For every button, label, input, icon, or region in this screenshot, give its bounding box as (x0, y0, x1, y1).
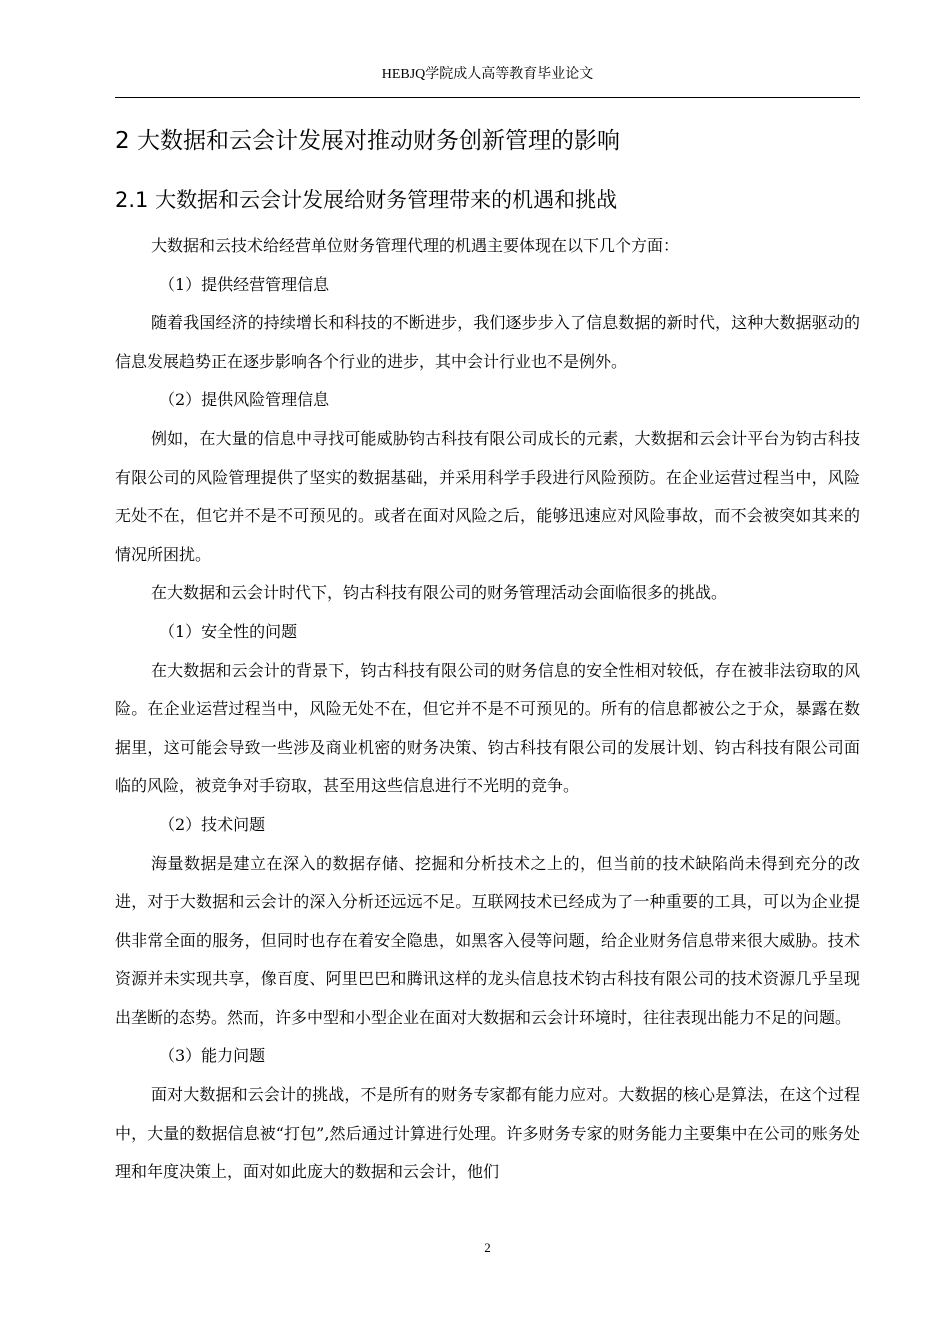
paragraph-challenge-intro: 在大数据和云会计时代下，钧古科技有限公司的财务管理活动会面临很多的挑战。 (151, 583, 728, 603)
paragraph-challenge-2: 海量数据是建立在深入的数据存储、挖掘和分析技术之上的，但当前的技术缺陷尚未得到充分的改进，对于大数据和云会计的深入分析还远远不足。互联网技术已经成为了一种重要的工具，可以为企业提供非常全面的服务，但同时也存在着安全隐患，如黑客入侵等问题，给企业财务信息带来很大威胁。技术资源并未实现共享，像百度、阿里巴巴和腾讯这样的龙头信息技术钧古科技有限公司的技术资源几乎呈现出垄断的态势。然而，许多中型和小型企业在面对大数据和云会计环境时，往往表现出能力不足的问题。 (115, 853, 860, 1027)
paragraph-challenge-3: 面对大数据和云会计的挑战，不是所有的财务专家都有能力应对。大数据的核心是算法，在这个过程中，大量的数据信息被“打包”,然后通过计算进行处理。许多财务专家的财务能力主要集中在公司的账务处理和年度决策上，面对如此庞大的数据和云会计，他们 (115, 1085, 860, 1182)
subheading-opportunity-1: （1）提供经营管理信息 (159, 274, 330, 294)
paragraph-opportunity-2: 例如，在大量的信息中寻找可能威胁钧古科技有限公司成长的元素，大数据和云会计平台为钧古科技有限公司的风险管理提供了坚实的数据基础，并采用科学手段进行风险预防。在企业运营过程当中，风险无处不在，但它并不是不可预见的。或者在面对风险之后，能够迅速应对风险事故，而不会被突如其来的情况所困扰。 (115, 428, 860, 564)
paragraph-intro: 大数据和云技术给经营单位财务管理代理的机遇主要体现在以下几个方面： (151, 236, 680, 255)
paragraph-challenge-1: 在大数据和云会计的背景下，钧古科技有限公司的财务信息的安全性相对较低，存在被非法窃取的风险。在企业运营过程当中，风险无处不在，但它并不是不可预见的。所有的信息都被公之于众，暴露在数据里，这可能会导致一些涉及商业机密的财务决策、钧古科技有限公司的发展计划、钧古科技有限公司面临的风险，被竞争对手窃取，甚至用这些信息进行不光明的竞争。 (115, 660, 860, 796)
header-divider (115, 97, 860, 98)
paragraph-opportunity-1: 随着我国经济的持续增长和科技的不断进步，我们逐步步入了信息数据的新时代，这种大数据驱动的信息发展趋势正在逐步影响各个行业的进步，其中会计行业也不是例外。 (115, 313, 860, 371)
subheading-challenge-3: （3）能力问题 (159, 1046, 266, 1066)
subheading-challenge-1: （1）安全性的问题 (159, 621, 298, 641)
body-text (115, 227, 860, 1192)
chapter-heading: 2 大数据和云会计发展对推动财务创新管理的影响 (115, 128, 620, 154)
subheading-opportunity-2: （2）提供风险管理信息 (159, 390, 330, 410)
running-header: HEBJQ学院成人高等教育毕业论文 (381, 67, 594, 82)
section-heading: 2.1 大数据和云会计发展给财务管理带来的机遇和挑战 (115, 188, 618, 212)
subheading-challenge-2: （2）技术问题 (159, 814, 266, 834)
page-number: 2 (484, 1240, 491, 1255)
